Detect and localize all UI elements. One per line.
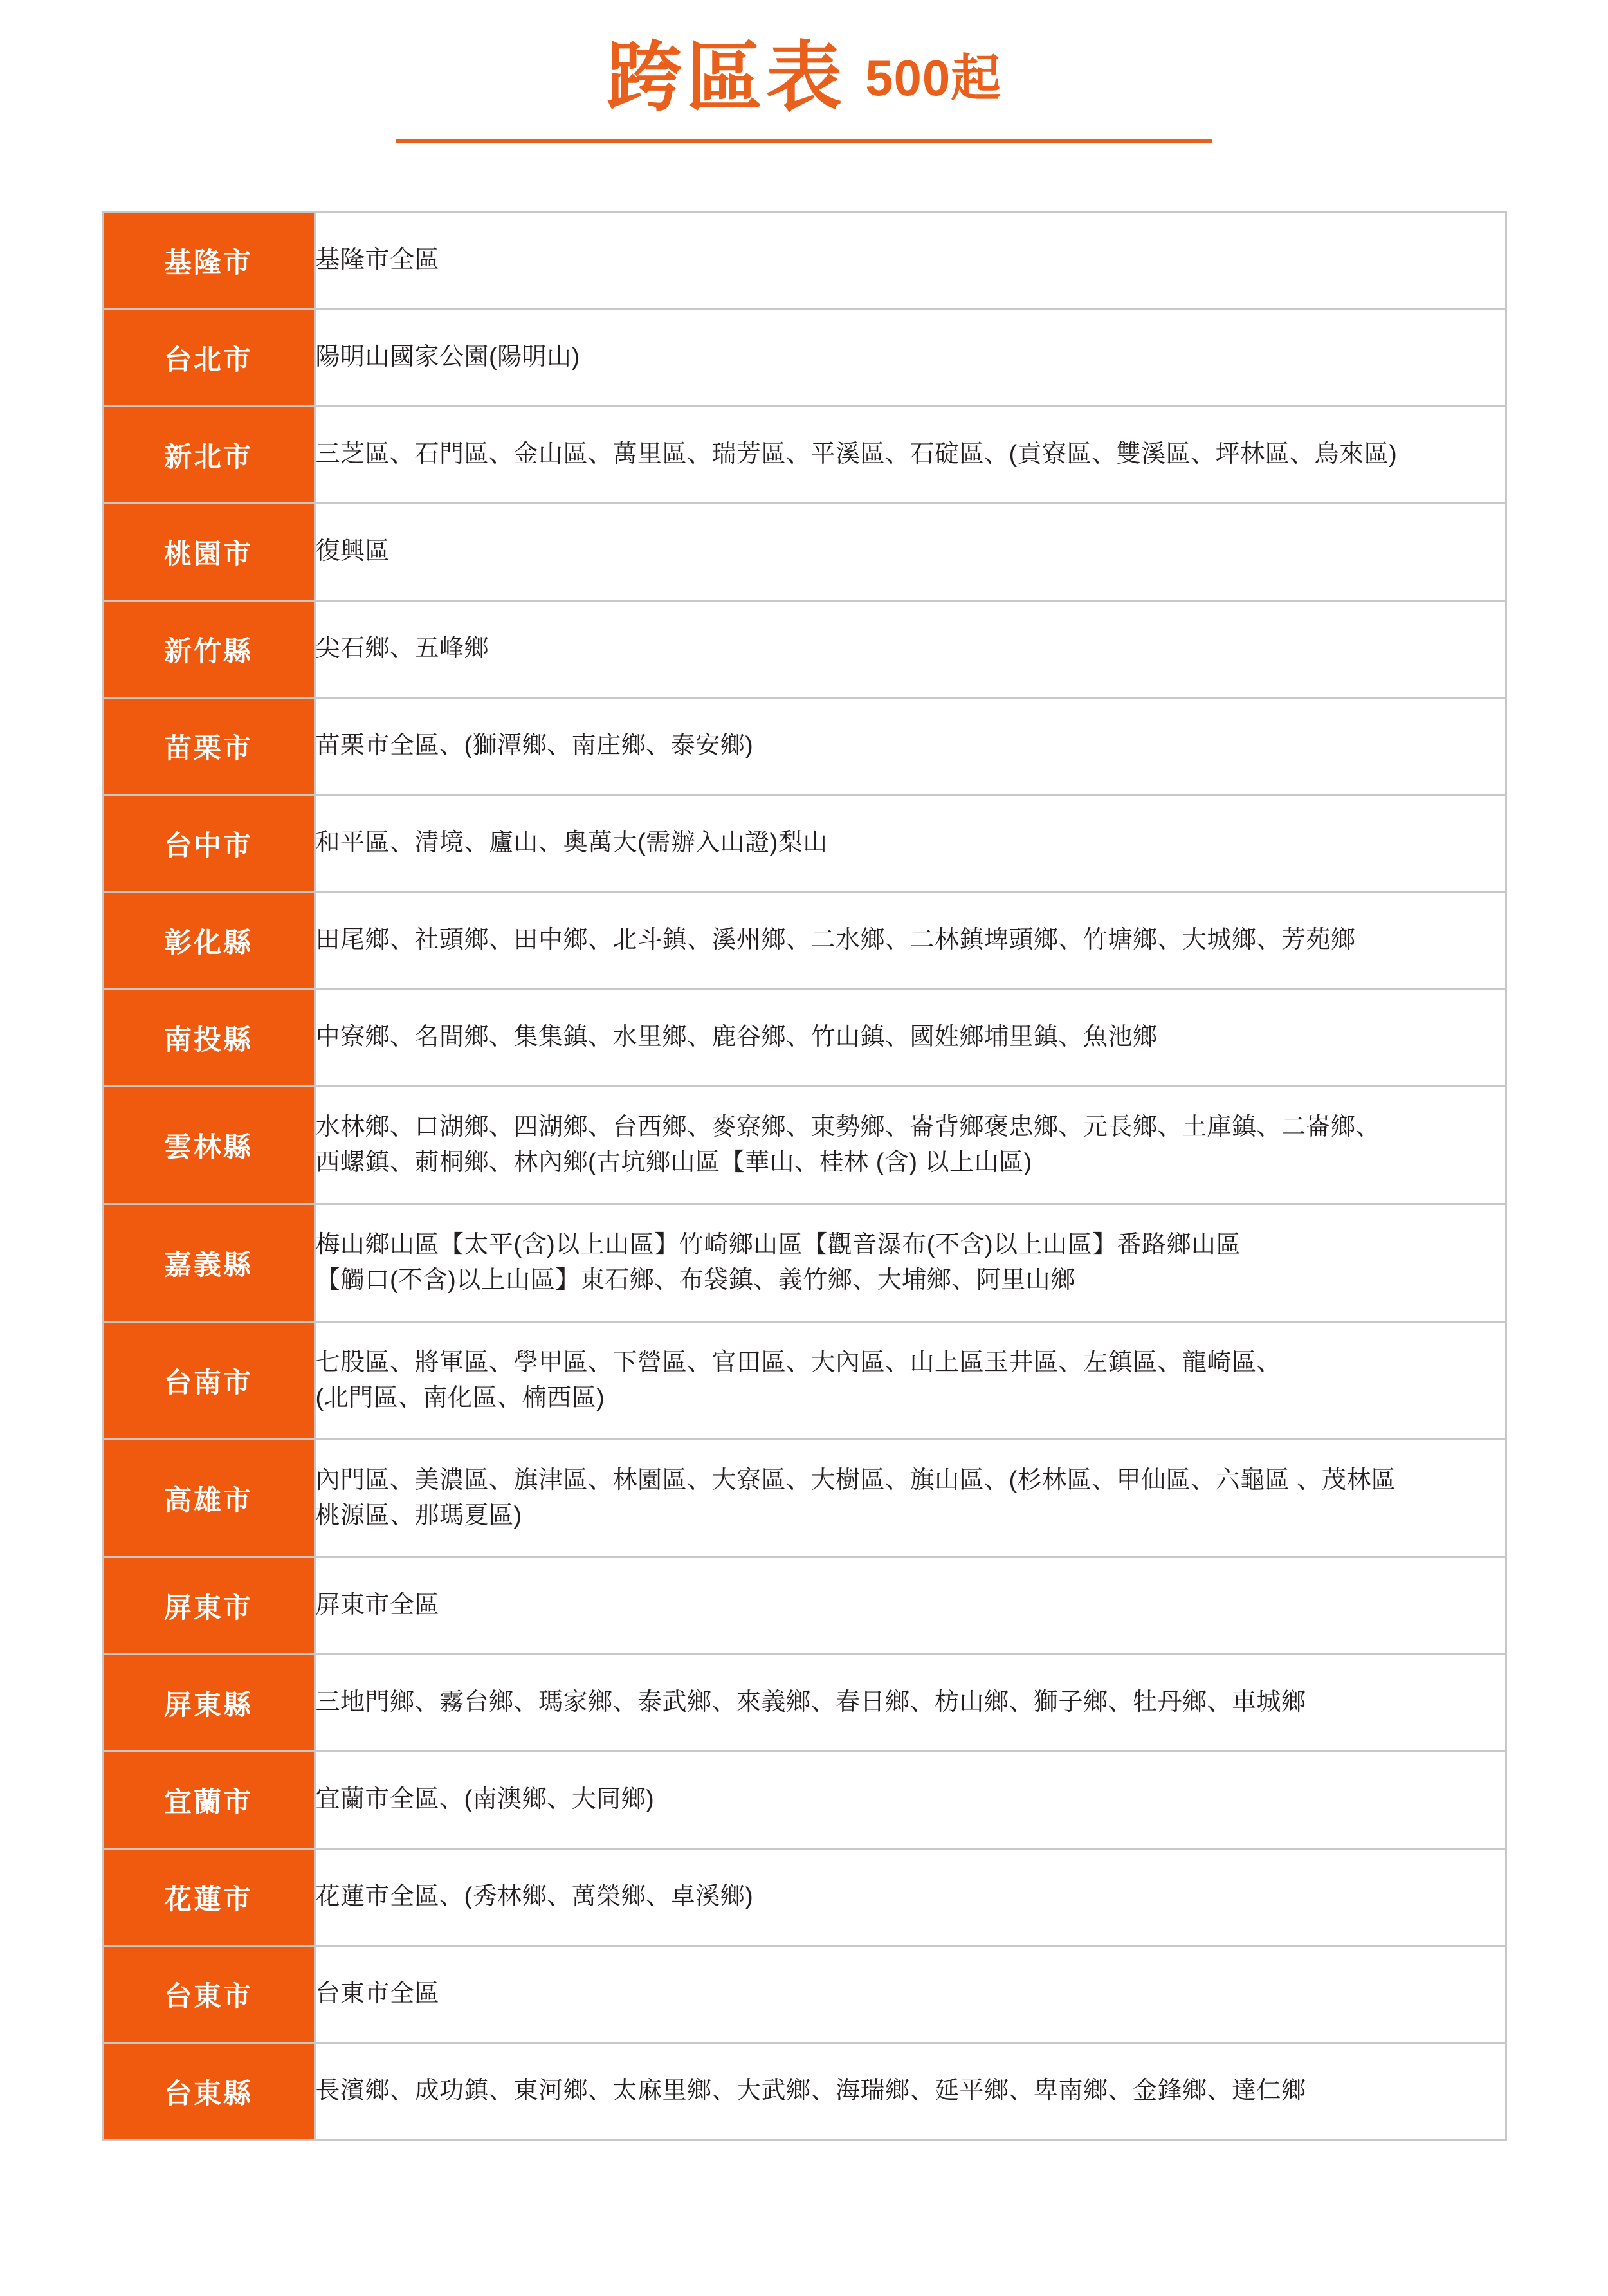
areas-line: 宜蘭市全區、(南澳鄉、大同鄉) <box>315 1786 655 1814</box>
areas-line: 陽明山國家公園(陽明山) <box>315 344 580 371</box>
table-cell-areas <box>315 309 1506 407</box>
table-row <box>102 1557 1506 1655</box>
table-row <box>102 1322 1506 1440</box>
table-cell-areas <box>315 892 1506 989</box>
areas-line: 西螺鎮、莿桐鄉、林內鄉(古坑鄉山區【華山、桂林 (含) 以上山區) <box>315 1149 1032 1176</box>
table-row <box>102 795 1506 892</box>
table-row <box>102 1655 1506 1752</box>
table-cell-areas <box>315 1849 1506 1946</box>
page-title-main: 跨區表 <box>606 35 846 120</box>
table-cell-city: 嘉義縣 <box>102 1204 315 1322</box>
table-row <box>102 212 1506 309</box>
areas-line: 花蓮市全區、(秀林鄉、萬榮鄉、卓溪鄉) <box>315 1883 754 1911</box>
table-cell-areas <box>315 1322 1506 1440</box>
areas-line: 尖石鄉、五峰鄉 <box>315 635 489 663</box>
table-cell-city: 台北市 <box>102 309 315 407</box>
table-cell-city: 基隆市 <box>102 212 315 309</box>
areas-line: 三芝區、石門區、金山區、萬里區、瑞芳區、平溪區、石碇區、(貢寮區、雙溪區、坪林區、烏來區) <box>315 441 1398 468</box>
region-table-body <box>102 212 1506 2140</box>
table-row <box>102 601 1506 698</box>
table-cell-areas <box>315 212 1506 309</box>
page-header <box>0 0 1608 143</box>
table-cell-city: 花蓮市 <box>102 1849 315 1946</box>
table-cell-city: 屏東縣 <box>102 1655 315 1752</box>
table-row <box>102 2043 1506 2140</box>
areas-line: 中寮鄉、名間鄉、集集鎮、水里鄉、鹿谷鄉、竹山鎮、國姓鄉埔里鎮、魚池鄉 <box>315 1024 1158 1051</box>
page-title-subtitle: 500起 <box>865 50 1002 106</box>
table-cell-areas <box>315 1946 1506 2043</box>
areas-line: 桃源區、那瑪夏區) <box>315 1502 522 1529</box>
table-cell-areas <box>315 1087 1506 1204</box>
table-cell-city: 新北市 <box>102 407 315 504</box>
table-row <box>102 1087 1506 1204</box>
table-cell-areas <box>315 795 1506 892</box>
table-cell-areas <box>315 407 1506 504</box>
table-row <box>102 1204 1506 1322</box>
areas-line: (北門區、南化區、楠西區) <box>315 1384 605 1411</box>
table-cell-city: 屏東市 <box>102 1557 315 1655</box>
title-divider <box>396 139 1212 143</box>
table-row <box>102 1946 1506 2043</box>
table-row <box>102 309 1506 407</box>
table-row <box>102 1849 1506 1946</box>
areas-line: 屏東市全區 <box>315 1592 440 1619</box>
table-cell-city: 彰化縣 <box>102 892 315 989</box>
table-cell-areas <box>315 1440 1506 1557</box>
table-cell-areas <box>315 698 1506 795</box>
areas-line: 苗栗市全區、(獅潭鄉、南庄鄉、泰安鄉) <box>315 732 754 760</box>
region-table <box>102 211 1507 2141</box>
table-cell-areas <box>315 601 1506 698</box>
table-row <box>102 989 1506 1087</box>
table-cell-city: 台中市 <box>102 795 315 892</box>
region-table-wrapper <box>102 211 1507 2141</box>
areas-line: 七股區、將軍區、學甲區、下營區、官田區、大內區、山上區玉井區、左鎮區、龍崎區、 <box>315 1348 1282 1376</box>
table-cell-city: 宜蘭市 <box>102 1752 315 1849</box>
table-cell-areas <box>315 1655 1506 1752</box>
areas-line: 水林鄉、口湖鄉、四湖鄉、台西鄉、麥寮鄉、東勢鄉、崙背鄉褒忠鄉、元長鄉、土庫鎮、二崙鄉、 <box>315 1113 1381 1141</box>
table-cell-areas <box>315 1204 1506 1322</box>
areas-line: 基隆市全區 <box>315 246 440 274</box>
table-row <box>102 698 1506 795</box>
areas-line: 三地門鄉、霧台鄉、瑪家鄉、泰武鄉、來義鄉、春日鄉、枋山鄉、獅子鄉、牡丹鄉、車城鄉 <box>315 1689 1306 1716</box>
table-row <box>102 504 1506 601</box>
areas-line: 和平區、清境、廬山、奧萬大(需辦入山證)梨山 <box>315 829 828 857</box>
table-cell-city: 台東市 <box>102 1946 315 2043</box>
areas-line: 長濱鄉、成功鎮、東河鄉、太麻里鄉、大武鄉、海瑞鄉、延平鄉、卑南鄉、金鋒鄉、達仁鄉 <box>315 2077 1306 2105</box>
table-cell-city: 台東縣 <box>102 2043 315 2140</box>
page-title <box>606 35 1002 120</box>
areas-line: 台東市全區 <box>315 1980 440 2008</box>
areas-line: 復興區 <box>315 538 390 565</box>
table-cell-areas <box>315 1557 1506 1655</box>
table-row <box>102 892 1506 989</box>
table-row <box>102 1752 1506 1849</box>
table-row <box>102 1440 1506 1557</box>
areas-line: 梅山鄉山區【太平(含)以上山區】竹崎鄉山區【觀音瀑布(不含)以上山區】番路鄉山區 <box>315 1231 1241 1258</box>
table-cell-areas <box>315 504 1506 601</box>
table-cell-city: 新竹縣 <box>102 601 315 698</box>
table-cell-areas <box>315 1752 1506 1849</box>
table-cell-areas <box>315 2043 1506 2140</box>
table-cell-city: 苗栗市 <box>102 698 315 795</box>
areas-line: 田尾鄉、社頭鄉、田中鄉、北斗鎮、溪州鄉、二水鄉、二林鎮埤頭鄉、竹塘鄉、大城鄉、芳苑鄉 <box>315 926 1356 954</box>
areas-line: 【觸口(不含)以上山區】東石鄉、布袋鎮、義竹鄉、大埔鄉、阿里山鄉 <box>315 1267 1075 1294</box>
areas-line: 內門區、美濃區、旗津區、林園區、大寮區、大樹區、旗山區、(杉林區、甲仙區、六龜區 、茂林區 <box>315 1466 1396 1494</box>
table-row <box>102 407 1506 504</box>
table-cell-city: 高雄市 <box>102 1440 315 1557</box>
table-cell-city: 台南市 <box>102 1322 315 1440</box>
table-cell-areas <box>315 989 1506 1087</box>
table-cell-city: 南投縣 <box>102 989 315 1087</box>
table-cell-city: 桃園市 <box>102 504 315 601</box>
table-cell-city: 雲林縣 <box>102 1087 315 1204</box>
